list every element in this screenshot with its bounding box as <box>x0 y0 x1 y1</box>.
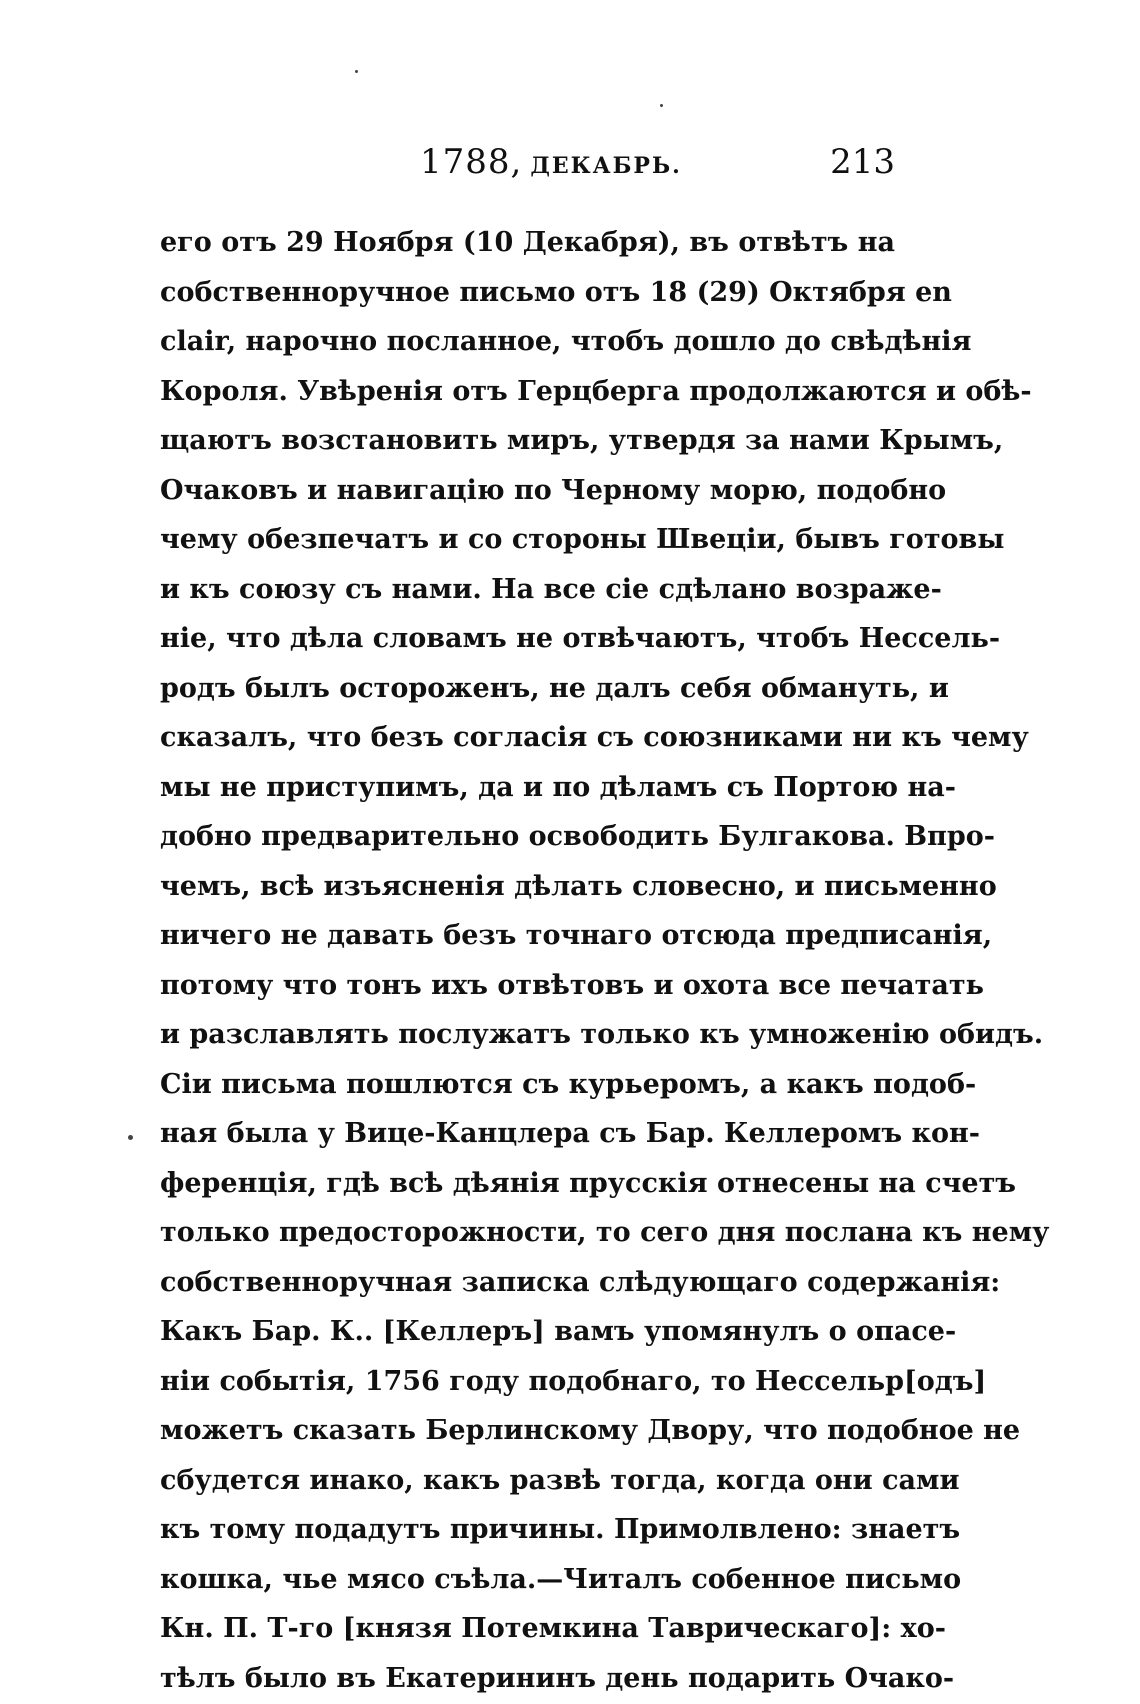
text-line: тѣлъ было въ Екатерининъ день подарить Очако- <box>160 1662 955 1694</box>
text-line: мы не приступимъ, да и по дѣламъ съ Портою на- <box>160 771 956 803</box>
text-line: щаютъ возстановить миръ, утвердя за нами Крымъ, <box>160 425 1004 456</box>
text-line: Короля. Увѣренія отъ Герцберга продолжаются и обѣ- <box>160 375 1032 407</box>
text-line: и къ союзу съ нами. На все сіе сдѣлано возраже- <box>160 573 942 605</box>
text-line: Очаковъ и навигацію по Черному морю, подобно <box>160 474 947 506</box>
text-line: ніе, что дѣла словамъ не отвѣчаютъ, чтобъ Нессель- <box>160 623 1001 654</box>
scan-speck <box>660 104 663 107</box>
text-line: Сіи письма пошлются съ курьеромъ, а какъ подоб- <box>160 1068 977 1100</box>
text-line: Какъ Бар. К.. [Келлеръ] вамъ упомянулъ о опасе- <box>160 1316 957 1347</box>
text-line: clair, нарочно посланное, чтобъ дошло до свѣдѣнія <box>160 326 972 357</box>
running-header <box>160 142 895 192</box>
text-line: родъ былъ остороженъ, не далъ себя обмануть, и <box>160 672 949 704</box>
header-year: 1788, <box>420 142 523 182</box>
text-line: потому что тонъ ихъ отвѣтовъ и охота все печатать <box>160 969 984 1001</box>
text-line: можетъ сказать Берлинскому Двору, что подобное не <box>160 1415 1021 1446</box>
body-text <box>160 218 1050 1703</box>
text-line: Кн. П. Т-го [князя Потемкина Таврическаго]: хо- <box>160 1613 946 1644</box>
text-line: сказалъ, что безъ согласія съ союзниками ни къ чему <box>160 722 1029 753</box>
scan-speck <box>355 70 358 73</box>
text-line: и разславлять послужатъ только къ умноженію обидъ. <box>160 1019 1044 1050</box>
text-line: его отъ 29 Ноября (10 Декабря), въ отвѣтъ на <box>160 227 895 258</box>
text-line: ничего не давать безъ точнаго отсюда предписанія, <box>160 920 993 951</box>
text-line: собственноручная записка слѣдующаго содержанія: <box>160 1266 1001 1298</box>
text-line: добно предварительно освободить Булгакова. Впро- <box>160 821 995 852</box>
text-line: чемъ, всѣ изъясненія дѣлать словесно, и письменно <box>160 870 997 902</box>
text-line: чему обезпечатъ и со стороны Швеціи, бывъ готовы <box>160 524 1005 555</box>
text-line: только предосторожности, то сего дня послана къ нему <box>160 1217 1050 1248</box>
header-title <box>420 142 682 182</box>
text-line: сбудется инако, какъ развѣ тогда, когда они сами <box>160 1464 960 1496</box>
page-number: 213 <box>830 142 895 182</box>
text-line: ференція, гдѣ всѣ дѣянія прусскія отнесены на счетъ <box>160 1167 1017 1199</box>
text-line: ніи событія, 1756 году подобнаго, то Нессельр[одъ] <box>160 1365 987 1397</box>
text-line: кошка, чье мясо съѣла.—Читалъ собенное письмо <box>160 1563 962 1595</box>
text-line: къ тому подадутъ причины. Примолвлено: знаетъ <box>160 1514 961 1545</box>
text-line: собственноручное письмо отъ 18 (29) Октября en <box>160 276 952 308</box>
header-month: ДЕКАБРЬ. <box>530 153 682 179</box>
text-line: ная была у Вице-Канцлера съ Бар. Келлеромъ кон- <box>160 1118 980 1149</box>
scan-speck <box>128 1135 133 1140</box>
